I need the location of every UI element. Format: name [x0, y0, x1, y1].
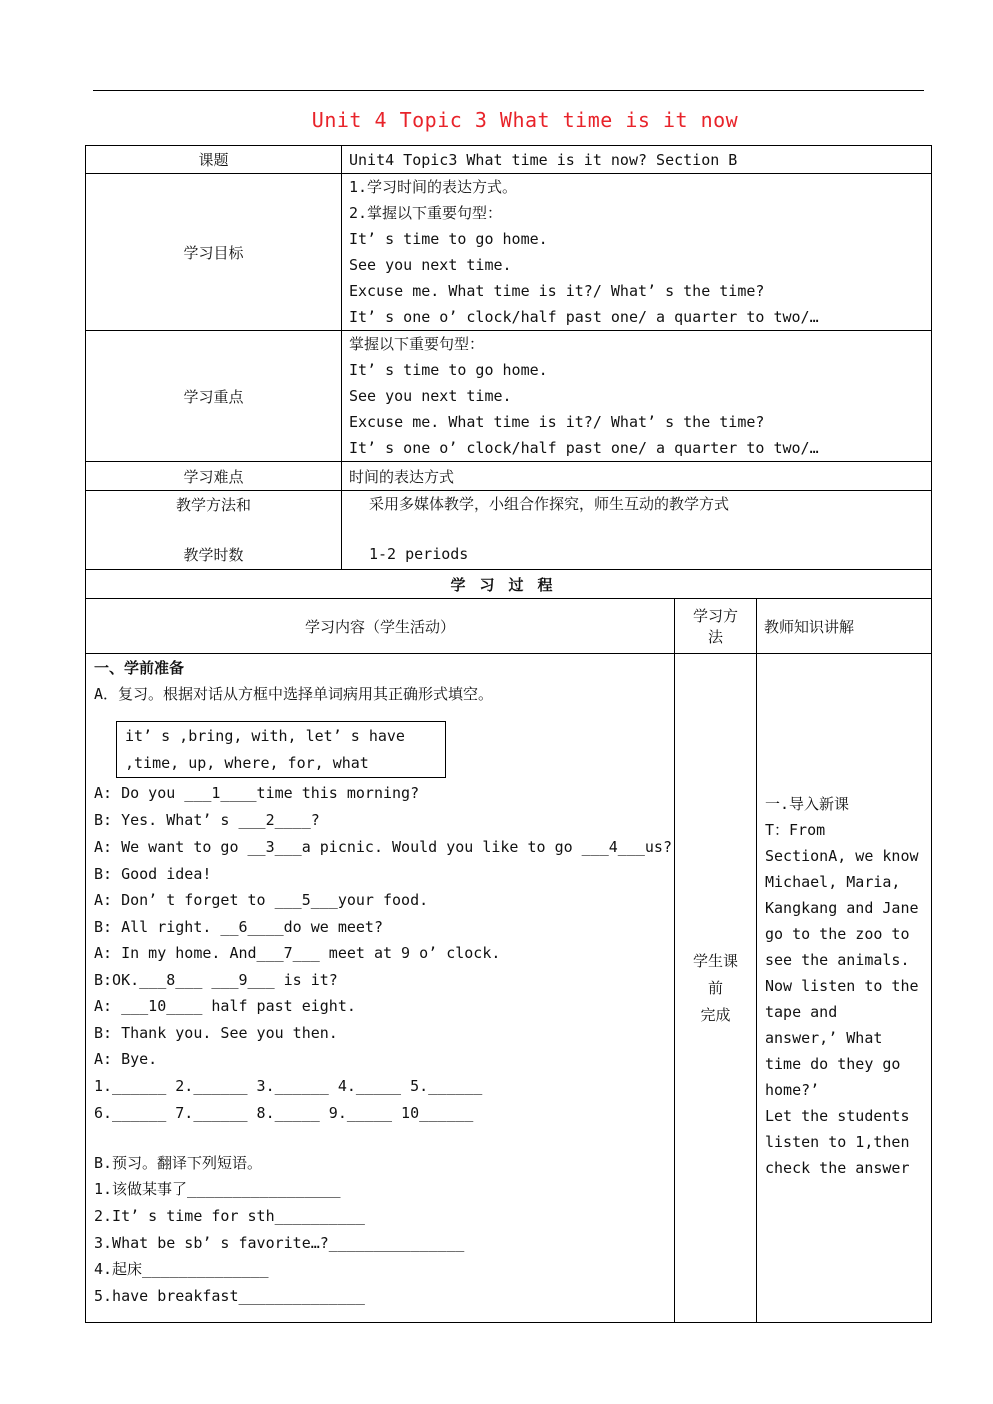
- topic-row: [86, 146, 932, 174]
- dialogue-line: A: In my home. And___7___ meet at 9 o’ clock.: [94, 944, 501, 962]
- goals-line: See you next time.: [349, 256, 512, 274]
- goals-line: It’ s time to go home.: [349, 230, 548, 248]
- method-column-header-2: 法: [707, 628, 723, 646]
- teacher-note-line: T：From: [765, 821, 826, 839]
- phrase-line: 3.What be sb’ s favorite…?_______________: [94, 1234, 465, 1252]
- key-points-row: [86, 331, 932, 462]
- teacher-column-header: 教师知识讲解: [757, 599, 932, 654]
- dialogue-line: B:OK.___8___ ___9___ is it?: [94, 971, 338, 989]
- lesson-plan-table: [85, 145, 932, 1323]
- teacher-note-line: SectionA, we know: [765, 847, 919, 865]
- key-points-line: 掌握以下重要句型：: [349, 335, 485, 353]
- teacher-note-line: check the answer: [765, 1159, 910, 1177]
- teacher-notes-cell: [757, 654, 932, 1323]
- teacher-note-line: tape and: [765, 1003, 838, 1021]
- key-points-label: 学习重点: [86, 331, 342, 462]
- dialogue-line: A: Bye.: [94, 1050, 158, 1068]
- goals-row: [86, 174, 932, 331]
- key-points-line: Excuse me. What time is it?/ What’ s the time?: [349, 413, 765, 431]
- phrase-line: 4.起床______________: [94, 1260, 269, 1278]
- difficulty-row: [86, 462, 932, 491]
- goals-line: It’ s one o’ clock/half past one/ a quarter to two/…: [349, 308, 819, 326]
- method-row: [86, 491, 932, 570]
- word-box: [116, 721, 446, 778]
- method-note-line: 前: [707, 978, 723, 997]
- word-box-line: it’ s ,bring, with, let’ s have: [125, 727, 405, 745]
- goals-label: 学习目标: [86, 174, 342, 331]
- phrase-line: 5.have breakfast______________: [94, 1287, 365, 1305]
- document-title: Unit 4 Topic 3 What time is it now: [311, 108, 739, 132]
- dialogue-line: B: Yes. What’ s ___2____?: [94, 811, 320, 829]
- dialogue-line: B: Thank you. See you then.: [94, 1024, 338, 1042]
- goals-content: [342, 174, 932, 331]
- teacher-note-line: Now listen to the: [765, 977, 919, 995]
- method-label-1: 教学方法和: [175, 496, 251, 514]
- process-heading: 学习过程: [86, 570, 932, 599]
- method-note-line: 完成: [700, 1005, 731, 1024]
- method-column-header-1: 学习方: [692, 607, 738, 625]
- blank-answer-line: 6.______ 7.______ 8._____ 9._____ 10______: [94, 1104, 474, 1122]
- difficulty-value: 时间的表达方式: [342, 462, 932, 491]
- topic-label: 课题: [86, 146, 342, 174]
- key-points-content: [342, 331, 932, 462]
- method-label: [86, 491, 342, 570]
- topic-value: Unit4 Topic3 What time is it now? Section B: [342, 146, 932, 174]
- dialogue-line: A: ___10____ half past eight.: [94, 997, 356, 1015]
- part-b-title: B.预习。翻译下列短语。: [94, 1154, 263, 1172]
- dialogue-line: A: We want to go __3___a picnic. Would you like to go ___4___us?: [94, 838, 672, 856]
- teacher-note-line: time do they go: [765, 1055, 901, 1073]
- teacher-note-line: Let the students: [765, 1107, 910, 1125]
- header-rule: [93, 90, 924, 91]
- key-points-line: See you next time.: [349, 387, 512, 405]
- teacher-note-line: Kangkang and Jane: [765, 899, 919, 917]
- word-box-line: ,time, up, where, for, what: [125, 754, 369, 772]
- method-value-2: 1-2 periods: [369, 545, 469, 563]
- dialogue-line: B: Good idea!: [94, 865, 212, 883]
- method-label-2: 教学时数: [183, 546, 244, 564]
- content-column-header: 学习内容（学生活动）: [86, 599, 675, 654]
- dialogue-line: A: Don’ t forget to ___5___your food.: [94, 891, 429, 909]
- teacher-note-line: home?’: [765, 1081, 820, 1099]
- method-note-cell: [675, 654, 757, 1323]
- process-heading-row: [86, 570, 932, 599]
- teacher-note-line: Michael, Maria,: [765, 873, 901, 891]
- teacher-note-line: listen to 1,then: [765, 1133, 910, 1151]
- goals-line: Excuse me. What time is it?/ What’ s the time?: [349, 282, 765, 300]
- student-activity-cell: [86, 654, 675, 1323]
- blank-answer-line: 1.______ 2.______ 3.______ 4._____ 5.______: [94, 1077, 483, 1095]
- teacher-note-line: go to the zoo to: [765, 925, 910, 943]
- method-content: [342, 491, 932, 570]
- goals-line: 1.学习时间的表达方式。: [349, 178, 518, 196]
- dialogue-line: A: Do you ___1____time this morning?: [94, 784, 420, 802]
- phrase-line: 2.It’ s time for sth__________: [94, 1207, 365, 1225]
- teacher-note-line: 一.导入新课: [765, 795, 850, 813]
- part-a-title: A．复习。根据对话从方框中选择单词病用其正确形式填空。: [94, 685, 494, 703]
- section-title: 一、学前准备: [94, 659, 185, 677]
- key-points-line: It’ s one o’ clock/half past one/ a quarter to two/…: [349, 439, 819, 457]
- process-header-row: [86, 599, 932, 654]
- teacher-note-line: answer,’ What: [765, 1029, 883, 1047]
- phrase-line: 1.该做某事了_________________: [94, 1180, 341, 1198]
- goals-line: 2.掌握以下重要句型：: [349, 204, 503, 222]
- teacher-note-line: see the animals.: [765, 951, 910, 969]
- difficulty-label: 学习难点: [86, 462, 342, 491]
- method-value-1: 采用多媒体教学，小组合作探究，师生互动的教学方式: [369, 495, 730, 513]
- method-column-header: [675, 599, 757, 654]
- dialogue-line: B: All right. __6____do we meet?: [94, 918, 383, 936]
- key-points-line: It’ s time to go home.: [349, 361, 548, 379]
- process-body-row: [86, 654, 932, 1323]
- method-note-line: 学生课: [692, 951, 738, 970]
